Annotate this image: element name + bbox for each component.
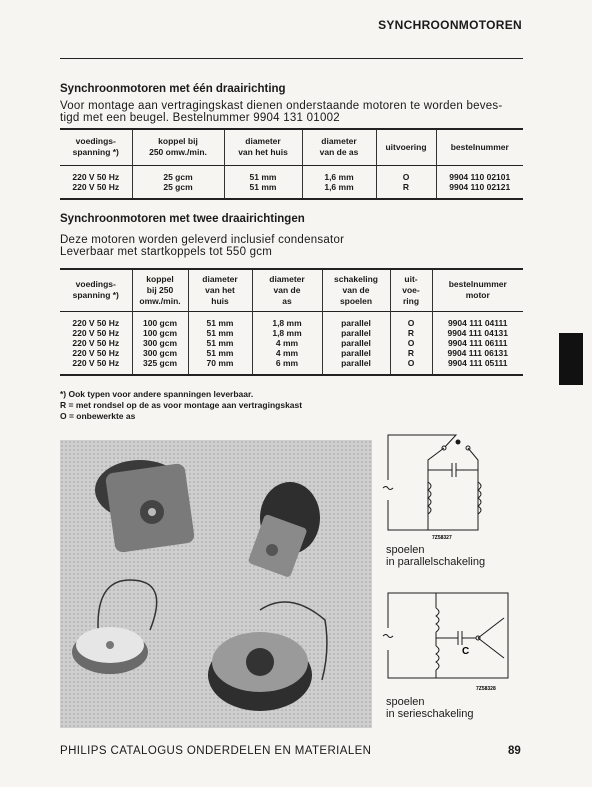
section2-intro (60, 234, 344, 258)
section1-intro-line: tigd met een beugel. Bestelnummer 9904 131 01002 (60, 112, 340, 124)
footnote: *) Ook typen voor andere spanningen leverbaar. (60, 389, 254, 399)
table-row: 220 V 50 Hz 100 gcm 51 mm 1,8 mm parallel R 9904 111 04131 (60, 328, 523, 338)
page-header-title: SYNCHROONMOTOREN (378, 18, 522, 32)
table-row: 220 V 50 Hz 300 gcm 51 mm 4 mm parallel R 9904 111 06131 (60, 348, 523, 358)
footnote: R = met rondsel op de as voor montage aan vertragingskast (60, 400, 303, 410)
section-tab-marker (559, 333, 583, 385)
page-number: 89 (508, 745, 521, 757)
col-header-version: uit- voe- ring (390, 269, 432, 311)
section1-title: Synchroonmotoren met één draairichting (60, 83, 286, 95)
caption-line: in serieschakeling (386, 708, 474, 720)
table-row: 220 V 50 Hz 25 gcm 51 mm 1,6 mm R 9904 110 02121 (60, 182, 523, 192)
header-rule (60, 58, 523, 59)
section1-intro (60, 100, 502, 124)
section2-title: Synchroonmotoren met twee draairichtingen (60, 213, 305, 225)
col-header-torque: koppel bij 250 omw./min. (132, 129, 224, 165)
col-header-version: uitvoering (376, 129, 436, 165)
table-row: 220 V 50 Hz 300 gcm 51 mm 4 mm parallel O 9904 111 06111 (60, 338, 523, 348)
diagram1-code: 7Z58327 (432, 535, 452, 541)
table-row: 220 V 50 Hz 325 gcm 70 mm 6 mm parallel O 9904 111 05111 (60, 358, 523, 368)
col-header-housing-diameter: diameter van het huis (224, 129, 302, 165)
col-header-shaft-diameter: diameter van de as (302, 129, 376, 165)
footer-text: PHILIPS CATALOGUS ONDERDELEN EN MATERIALEN (60, 745, 372, 757)
section1-intro-line: Voor montage aan vertragingskast dienen onderstaande motoren te worden beves- (60, 100, 503, 112)
parallel-caption (386, 544, 485, 568)
capacitor-label: C (462, 646, 470, 657)
col-header-order-number: bestelnummer (436, 129, 523, 165)
motors-photo (60, 440, 372, 728)
col-header-voltage: voedings- spanning *) (72, 136, 119, 158)
section2-intro-line: Deze motoren worden geleverd inclusief condensator (60, 234, 345, 246)
caption-line: spoelen (386, 544, 425, 556)
table-one-direction (60, 128, 523, 200)
series-caption (386, 696, 473, 720)
parallel-circuit-diagram (378, 430, 498, 542)
series-circuit-diagram (378, 588, 518, 696)
footnotes (60, 389, 302, 422)
footnote: O = onbewerkte as (60, 411, 136, 421)
col-header-housing-diameter: diameter van het huis (188, 269, 252, 311)
col-header-torque: koppel bij 250 omw./min. (132, 269, 188, 311)
section2-intro-line: Leverbaar met startkoppels tot 550 gcm (60, 246, 273, 258)
col-header-shaft-diameter: diameter van de as (252, 269, 322, 311)
col-header-order-number: bestelnummer motor (432, 269, 523, 311)
table-row: 220 V 50 Hz 100 gcm 51 mm 1,8 mm parallel O 9904 111 04111 (60, 318, 523, 328)
caption-line: in parallelschakeling (386, 556, 486, 568)
table-two-directions (60, 268, 523, 376)
col-header-coil-connection: schakeling van de spoelen (322, 269, 390, 311)
caption-line: spoelen (386, 696, 425, 708)
diagram2-code: 7Z58328 (476, 686, 496, 692)
col-header-voltage: voedings- spanning *) (72, 279, 119, 301)
table-row: 220 V 50 Hz 25 gcm 51 mm 1,6 mm O 9904 110 02101 (60, 172, 523, 182)
